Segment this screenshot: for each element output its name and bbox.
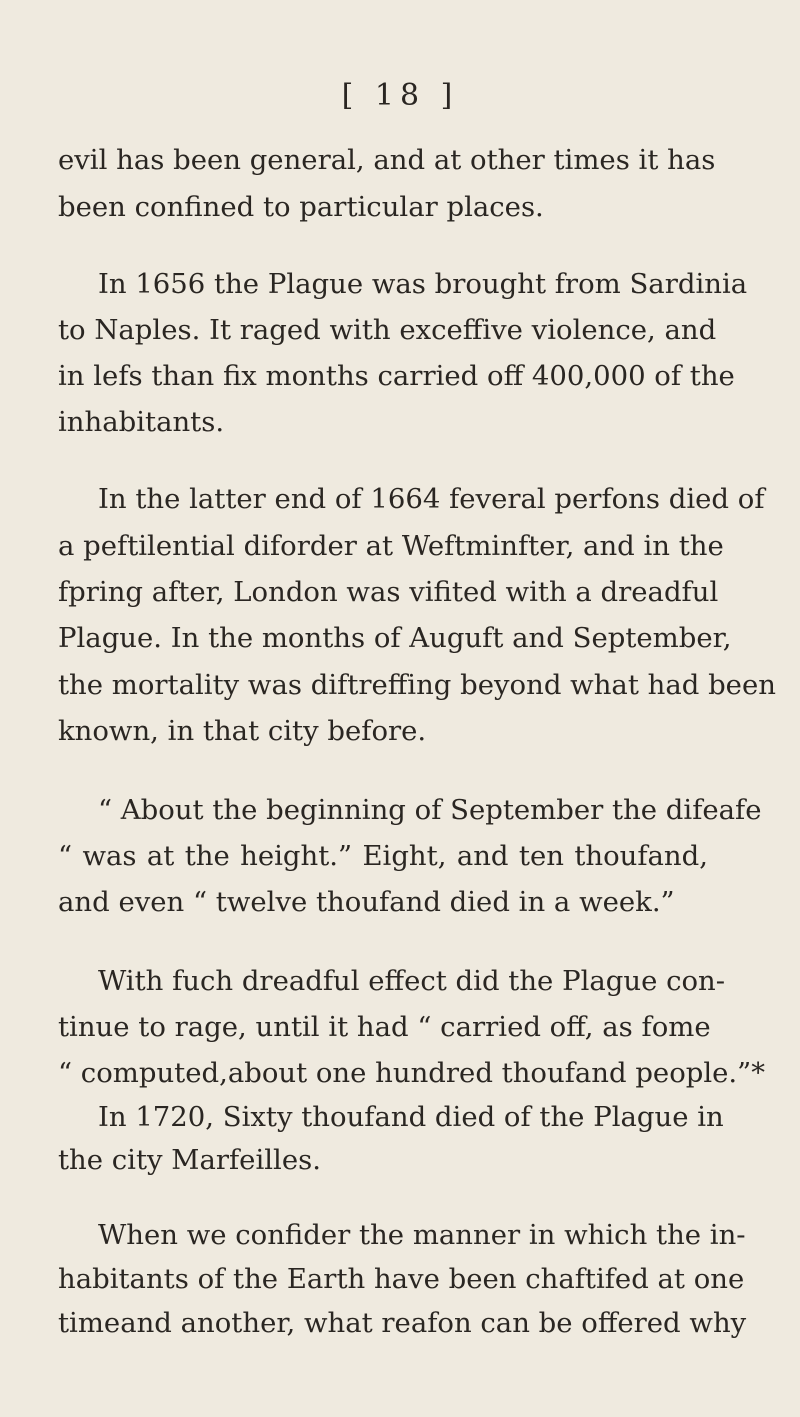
text-line: Plague. In the months of Auguft and September, [58,622,732,654]
text-line: in lefs than fix months carried off 400,000 of the [58,360,735,392]
text-line: In the latter end of 1664 feveral perfons died of [98,483,765,515]
text-line: habitants of the Earth have been chaftifed at one [58,1263,745,1295]
text-line: “ was at the height.” Eight, and ten thoufand, [58,840,708,872]
text-line: known, in that city before. [58,715,427,747]
text-line: the city Marfeilles. [58,1144,321,1176]
text-line: to Naples. It raged with exceffive violence, and [58,314,717,346]
page-number: [ 18 ] [341,78,459,113]
text-line: In 1720, Sixty thoufand died of the Plague in [98,1101,724,1133]
text-line: With fuch dreadful effect did the Plague con- [98,965,726,997]
text-line: and even “ twelve thoufand died in a week.” [58,886,675,918]
text-line: “ About the beginning of September the difeafe [98,794,762,826]
text-line: the mortality was diftreffing beyond what had been [58,669,776,701]
text-line: “ computed,about one hundred thoufand people.”* [58,1057,765,1089]
text-line: fpring after, London was vifited with a dreadful [58,576,719,608]
text-line: evil has been general, and at other times it has [58,144,716,176]
text-line: timeand another, what reafon can be offered why [58,1307,747,1339]
text-line: tinue to rage, until it had “ carried off, as fome [58,1011,711,1043]
text-line: In 1656 the Plague was brought from Sardinia [98,268,748,300]
text-line: a peftilential diforder at Weftminfter, and in the [58,530,724,562]
text-line: When we confider the manner in which the in- [98,1219,746,1251]
text-line: been confined to particular places. [58,191,544,223]
text-line: inhabitants. [58,406,225,438]
